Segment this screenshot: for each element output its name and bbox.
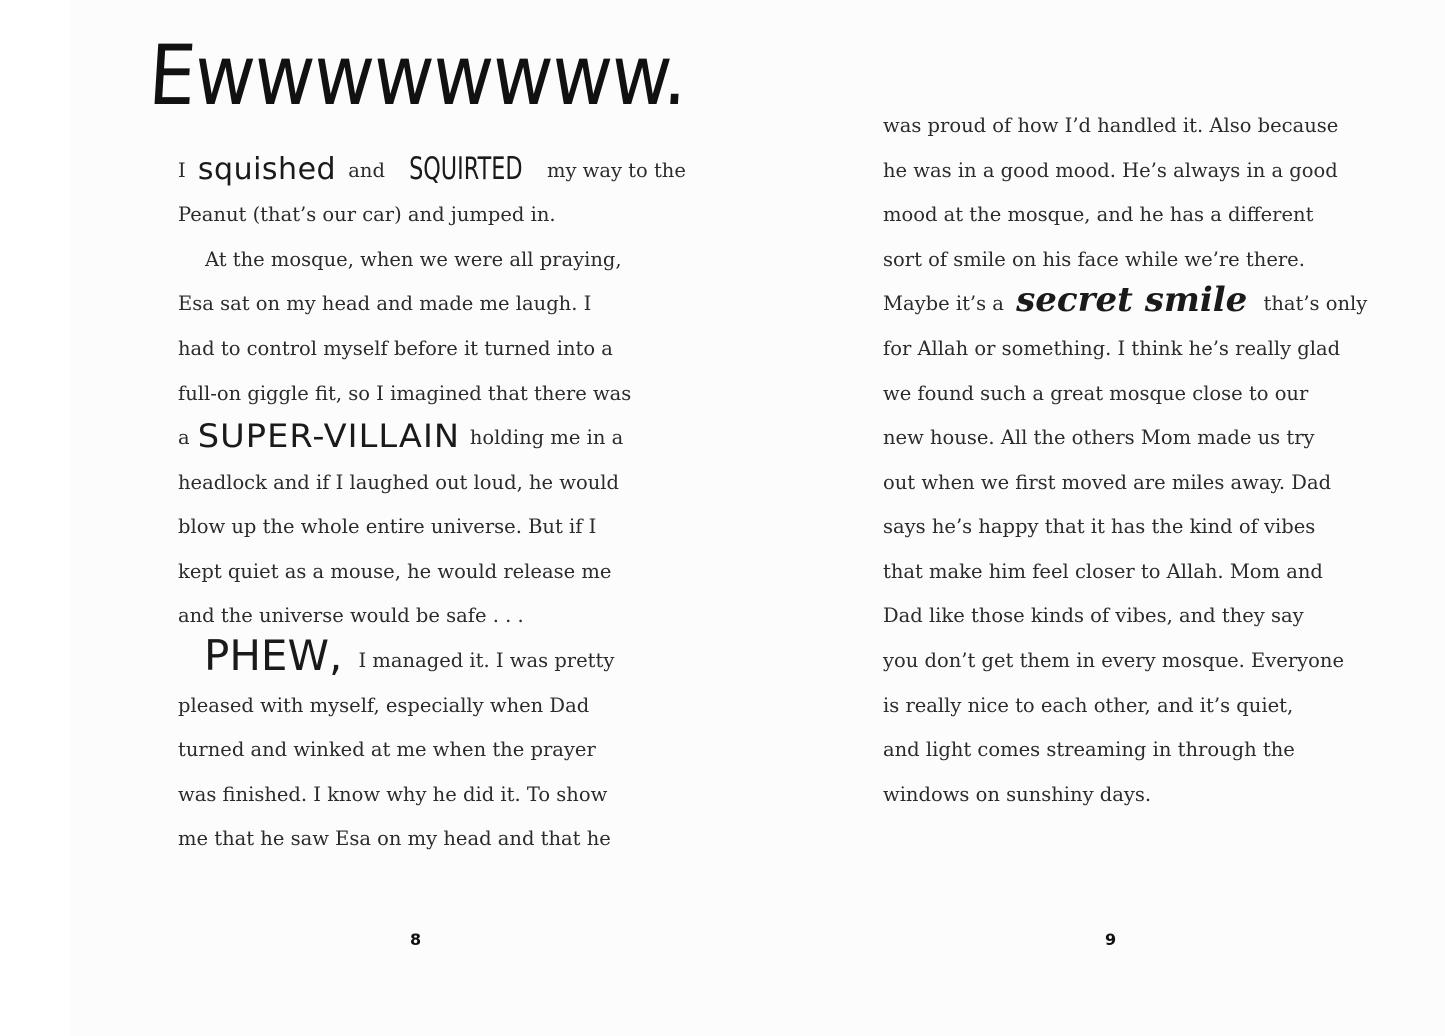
text-fragment: that’s only <box>1257 292 1368 315</box>
book-spread <box>70 0 1445 1036</box>
text-line: pleased with myself, especially when Dad <box>178 694 590 717</box>
text-line: full-on giggle fit, so I imagined that there was <box>178 382 632 405</box>
text-line: new house. All the others Mom made us try <box>883 426 1315 449</box>
text-fragment: holding me in a <box>463 426 624 449</box>
page-number: 9 <box>1105 930 1117 949</box>
text-line: says he’s happy that it has the kind of vibes <box>883 515 1316 538</box>
left-page <box>70 0 758 1036</box>
text-line <box>883 279 1368 326</box>
hand-lettered-word: secret smile <box>1016 279 1248 320</box>
text-line: Peanut (that’s our car) and jumped in. <box>178 203 556 226</box>
text-line <box>178 630 615 683</box>
hand-lettered-word: SUPER-VILLAIN <box>197 416 460 455</box>
text-fragment: and <box>342 159 392 182</box>
right-page <box>758 0 1445 1036</box>
text-line: had to control myself before it turned into a <box>178 337 613 360</box>
page-number: 8 <box>410 930 422 949</box>
text-line: mood at the mosque, and he has a different <box>883 203 1314 226</box>
text-line: out when we first moved are miles away. Dad <box>883 471 1332 494</box>
text-line: headlock and if I laughed out loud, he would <box>178 471 619 494</box>
hand-lettered-word: squished <box>197 151 337 187</box>
text-line: he was in a good mood. He’s always in a good <box>883 159 1338 182</box>
text-fragment: I <box>178 159 192 182</box>
text-fragment: a <box>178 426 196 449</box>
text-line: Dad like those kinds of vibes, and they say <box>883 604 1304 627</box>
hand-lettered-word: PHEW, <box>204 630 343 680</box>
text-line <box>178 149 686 193</box>
text-line: was proud of how I’d handled it. Also because <box>883 114 1339 137</box>
text-line: Esa sat on my head and made me laugh. I <box>178 292 592 315</box>
text-line: for Allah or something. I think he’s really glad <box>883 337 1341 360</box>
text-line: turned and winked at me when the prayer <box>178 738 596 761</box>
text-line: you don’t get them in every mosque. Everyone <box>883 649 1345 672</box>
hand-lettered-word: SQUIRTED <box>409 150 523 187</box>
text-line: me that he saw Esa on my head and that he <box>178 827 611 850</box>
hand-lettered-heading: Ewwwwwwww. <box>145 28 690 125</box>
text-fragment: I managed it. I was pretty <box>352 649 615 672</box>
text-line: is really nice to each other, and it’s quiet, <box>883 694 1294 717</box>
text-line: and the universe would be safe . . . <box>178 604 524 627</box>
text-line: we found such a great mosque close to our <box>883 382 1309 405</box>
text-line: kept quiet as a mouse, he would release me <box>178 560 612 583</box>
text-line: blow up the whole entire universe. But if I <box>178 515 597 538</box>
text-fragment: Maybe it’s a <box>883 292 1011 315</box>
text-fragment: my way to the <box>540 159 686 182</box>
text-line: and light comes streaming in through the <box>883 738 1295 761</box>
text-line: windows on sunshiny days. <box>883 783 1152 806</box>
text-line <box>178 416 623 460</box>
text-line: was finished. I know why he did it. To show <box>178 783 608 806</box>
text-line: sort of smile on his face while we’re there. <box>883 248 1305 271</box>
text-line: that make him feel closer to Allah. Mom and <box>883 560 1323 583</box>
text-line: At the mosque, when we were all praying, <box>205 248 622 271</box>
